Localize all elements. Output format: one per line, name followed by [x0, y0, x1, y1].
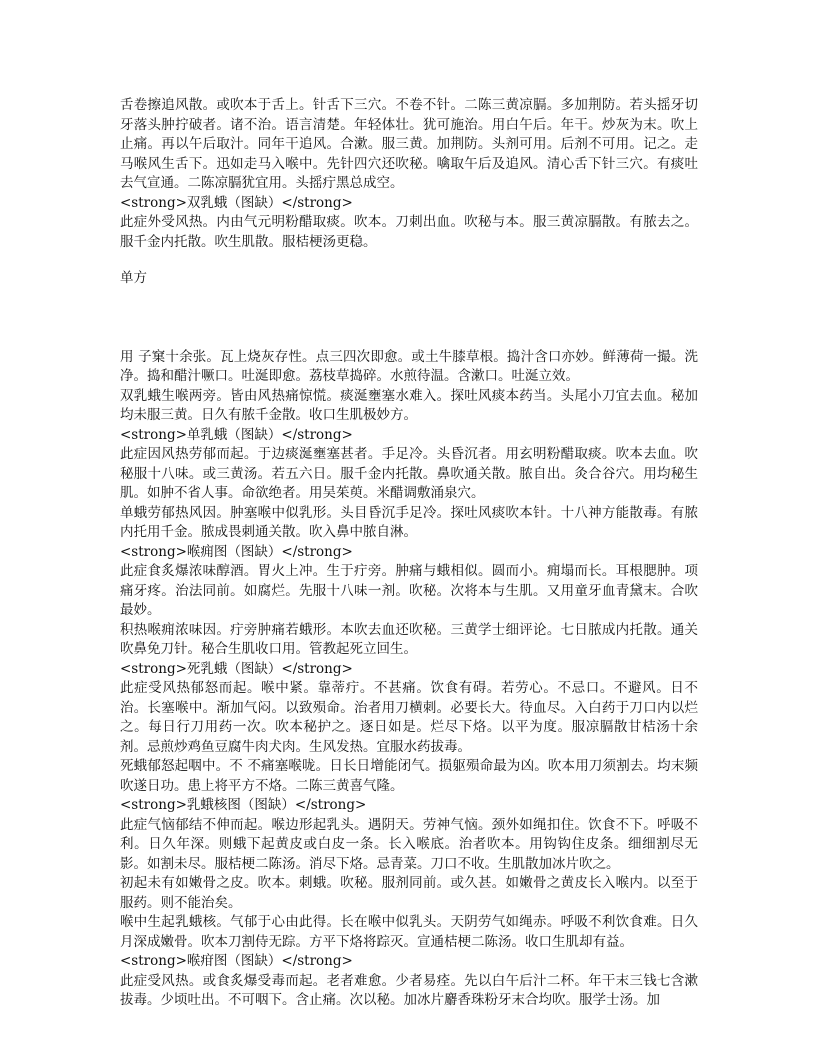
paragraph-dead-tonsil-treatment: 此症受风热郁怒而起。喉中紧。靠蒂疔。不甚痛。饮食有碍。若劳心。不忌口。不避风。日不治。长塞喉中。渐加气闷。以致殒命。治者用刀横刺。必要长大。待血尽。入白药于刀口内以烂之。每日行刀用药一次。吹本秘护之。逐日如是。烂尽下烙。以平为度。服凉膈散甘桔汤十余剂。忌煎炒鸡鱼豆腐牛肉犬肉。生风发热。宜服水药拔毒。 — [120, 680, 698, 755]
heading-throat-ulcer: <strong>喉疳图（图缺）</strong> — [120, 953, 353, 969]
paragraph-tongue-rolling: 舌卷擦追风散。或吹本于舌上。针舌下三穴。不卷不针。二陈三黄凉膈。多加荆防。若头摇牙切牙落头肿拧破者。诸不治。语言清楚。年轻体壮。犹可施治。用白午后。年干。炒灰为末。吹上止痛。再以午后取汁。同年干追风。合漱。服三黄。加荆防。头剂可用。后剂不可用。记之。走马喉风生舌下。迅如走马入喉中。先针四穴还吹秘。噙取午后及追风。清心舌下针三穴。有痰吐去气宣通。二陈凉膈犹宜用。头摇疔黑总成空。 — [120, 97, 698, 191]
paragraph-recipe: 用 子窠十余张。瓦上烧灰存性。点三四次即愈。或土牛膝草根。捣汁含口亦妙。鲜薄荷一撮。洗净。捣和醋汁噘口。吐涎即愈。荔枝草捣碎。水煎待温。含漱口。吐涎立效。 — [120, 348, 698, 384]
paragraph-tonsil-nodule-treatment: 此症气恼郁结不伸而起。喉边形起乳头。遇阴天。劳神气恼。颈外如绳扣住。饮食不下。呼吸不利。日久年深。则蛾下起黄皮或白皮一条。长入喉底。治者吹本。用钩钩住皮条。细细割尽无影。如割未尽。服桔梗二陈汤。消尽下烙。忌青菜。刀口不收。生肌散加冰片吹之。 — [120, 816, 698, 872]
heading-dead-tonsil: <strong>死乳蛾（图缺）</strong> — [120, 660, 353, 677]
heading-throat-abscess: <strong>喉痈图（图缺）</strong> — [120, 543, 353, 560]
paragraph-single-tonsil-verse: 单蛾劳郁热风因。肿塞喉中似乳形。头目昏沉手足冷。探吐风痰吹本针。十八神方能散毒。有脓内托用千金。脓成畏刺通关散。吹入鼻中脓自淋。 — [120, 504, 698, 540]
paragraph-double-tonsil-treatment: 此症外受风热。内由气元明粉醋取痰。吹本。刀刺出血。吹秘与本。服三黄凉膈散。有脓去之。服千金内托散。吹生肌散。服桔梗汤更稳。 — [120, 214, 698, 250]
paragraph-dead-tonsil-verse: 死蛾郁怒起咽中。不 不痛塞喉咙。日长日增能闭气。损躯殒命最为凶。吹本用刀须割去。均末频吹遂日功。患上将平方不烙。二陈三黄喜气隆。 — [120, 758, 698, 794]
paragraph-throat-abscess-treatment: 此症食炙爆浓味醇酒。胃火上冲。生于疔旁。肿痛与蛾相似。圆而小。痈塌而长。耳根腮肿。项痛牙疼。治法同前。如腐烂。先服十八味一剂。吹秘。次将本与生肌。又用童牙血青黛末。合吹最妙。 — [120, 563, 698, 618]
document-page — [120, 96, 698, 1011]
paragraph-single-tonsil-treatment: 此症因风热劳郁而起。于边痰涎壅塞甚者。手足冷。头昏沉者。用玄明粉醋取痰。吹本去血。吹秘服十八味。或三黄汤。若五六日。服千金内托散。鼻吹通关散。脓自出。灸合谷穴。用均秘生肌。如肿不省人事。命欲绝者。用吴茱萸。米醋调敷涌泉穴。 — [120, 446, 698, 501]
heading-tonsil-nodule: <strong>乳蛾核图（图缺）</strong> — [120, 797, 367, 813]
paragraph-tonsil-nodule-verse: 喉中生起乳蛾核。气郁于心由此得。长在喉中似乳头。天阴劳气如绳赤。呼吸不利饮食难。日久月深成嫩骨。吹本刀割侍无踪。方平下烙将踪灭。宣通桔梗二陈汤。收口生肌却有益。 — [120, 914, 698, 950]
paragraph-double-tonsil-verse: 双乳蛾生喉两旁。皆由风热痛惊慌。痰涎壅塞水难入。探吐风痰本药当。头尾小刀宜去血。秘加均未服三黄。日久有脓千金散。收口生肌极妙方。 — [120, 387, 698, 423]
heading-single-tonsil: <strong>单乳蛾（图缺）</strong> — [120, 426, 353, 443]
spacer — [120, 289, 698, 348]
paragraph-throat-abscess-verse: 积热喉痈浓味因。疔旁肿痛若蛾形。本吹去血还吹秘。三黄学士细评论。七日脓成内托散。通关吹鼻免刀针。秘合生肌收口用。管教起死立回生。 — [120, 621, 698, 657]
heading-double-tonsil: <strong>双乳蛾（图缺）</strong> — [120, 194, 353, 211]
paragraph-throat-ulcer-treatment: 此症受风热。或食炙爆受毒而起。老者难愈。少者易痊。先以白午后汁二杯。年干末三钱七含漱拔毒。少顷吐出。不可咽下。含止痛。次以秘。加冰片麝香珠粉牙末合均吹。服学士汤。加 — [120, 972, 698, 1008]
paragraph-tonsil-nodule-early: 初起未有如嫩骨之皮。吹本。刺蛾。吹秘。服剂同前。或久甚。如嫩骨之黄皮长入喉内。以至于服药。则不能治矣。 — [120, 875, 698, 911]
section-title-single-recipe: 单方 — [120, 270, 147, 286]
